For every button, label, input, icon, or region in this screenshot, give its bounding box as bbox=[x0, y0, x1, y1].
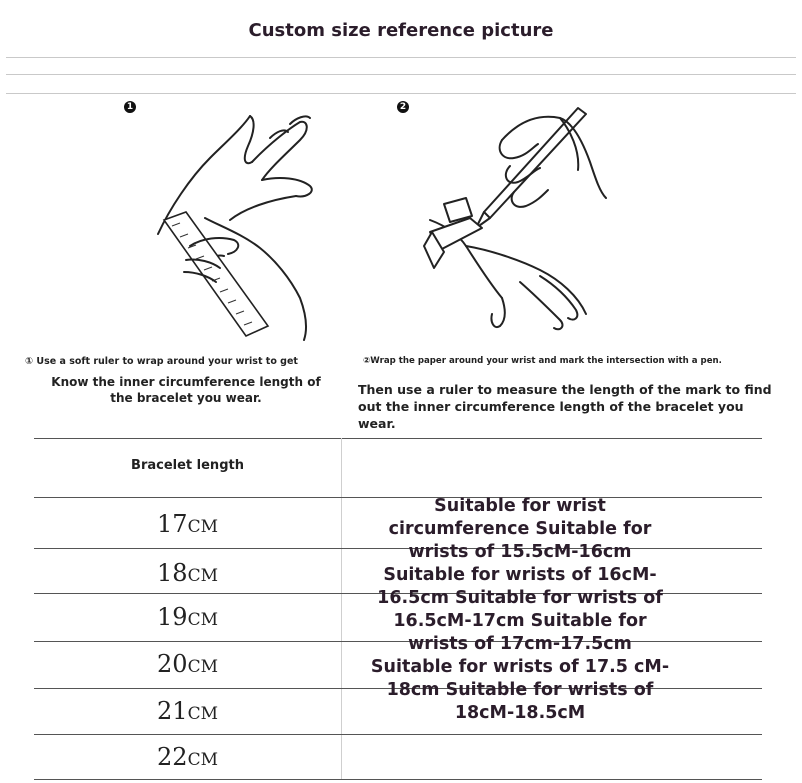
hand-paper-pen-illustration bbox=[410, 100, 610, 340]
table-row-divider bbox=[34, 779, 762, 780]
step-2-caption-line2: Then use a ruler to measure the length of the mark to find out the inner circumference length of the bracelet you wear. bbox=[358, 382, 772, 431]
step-1-caption-line1: ① Use a soft ruler to wrap around your wrist to get bbox=[25, 356, 298, 367]
divider bbox=[6, 93, 796, 94]
size-number: 20 bbox=[157, 650, 188, 678]
size-number: 22 bbox=[157, 743, 188, 771]
step-1-caption-line2: Know the inner circumference length of the bracelet you wear. bbox=[51, 375, 321, 405]
size-cell-19 bbox=[34, 603, 341, 631]
step-1-badge: 1 bbox=[124, 101, 136, 113]
table-header-bracelet-length: Bracelet length bbox=[131, 458, 244, 473]
size-number: 17 bbox=[157, 510, 188, 538]
size-unit: CM bbox=[187, 750, 218, 770]
divider bbox=[6, 74, 796, 75]
hand-ruler-illustration bbox=[150, 108, 330, 348]
size-unit: CM bbox=[187, 517, 218, 537]
divider bbox=[6, 57, 796, 58]
suitable-wrist-text: Suitable for wrist circumference Suitable for wrists of 15.5cM-16cm Suitable for wrists of 16cM-16.5cm Suitable for wrists of 16.5cM-17cm Suitable for wrists of 17cm-17.5cm Suitable for wrists of 17.5 cM-18cm Suitable for wrists of 18cM-18.5cM bbox=[370, 496, 670, 723]
size-cell-21 bbox=[34, 697, 341, 725]
size-unit: CM bbox=[187, 610, 218, 630]
size-cell-20 bbox=[34, 650, 341, 678]
size-cell-18 bbox=[34, 559, 341, 587]
size-unit: CM bbox=[187, 704, 218, 724]
step-2-caption-line1: ②Wrap the paper around your wrist and mark the intersection with a pen. bbox=[363, 356, 722, 366]
page-title: Custom size reference picture bbox=[248, 20, 554, 41]
size-unit: CM bbox=[187, 657, 218, 677]
table-border bbox=[34, 438, 762, 439]
step-2-badge: 2 bbox=[397, 101, 409, 113]
size-number: 18 bbox=[157, 559, 188, 587]
size-unit: CM bbox=[187, 566, 218, 586]
size-number: 19 bbox=[157, 603, 188, 631]
table-row-divider bbox=[34, 734, 762, 735]
size-cell-22 bbox=[34, 743, 341, 771]
size-number: 21 bbox=[157, 697, 188, 725]
table-column-divider bbox=[341, 438, 342, 780]
size-cell-17 bbox=[34, 510, 341, 538]
